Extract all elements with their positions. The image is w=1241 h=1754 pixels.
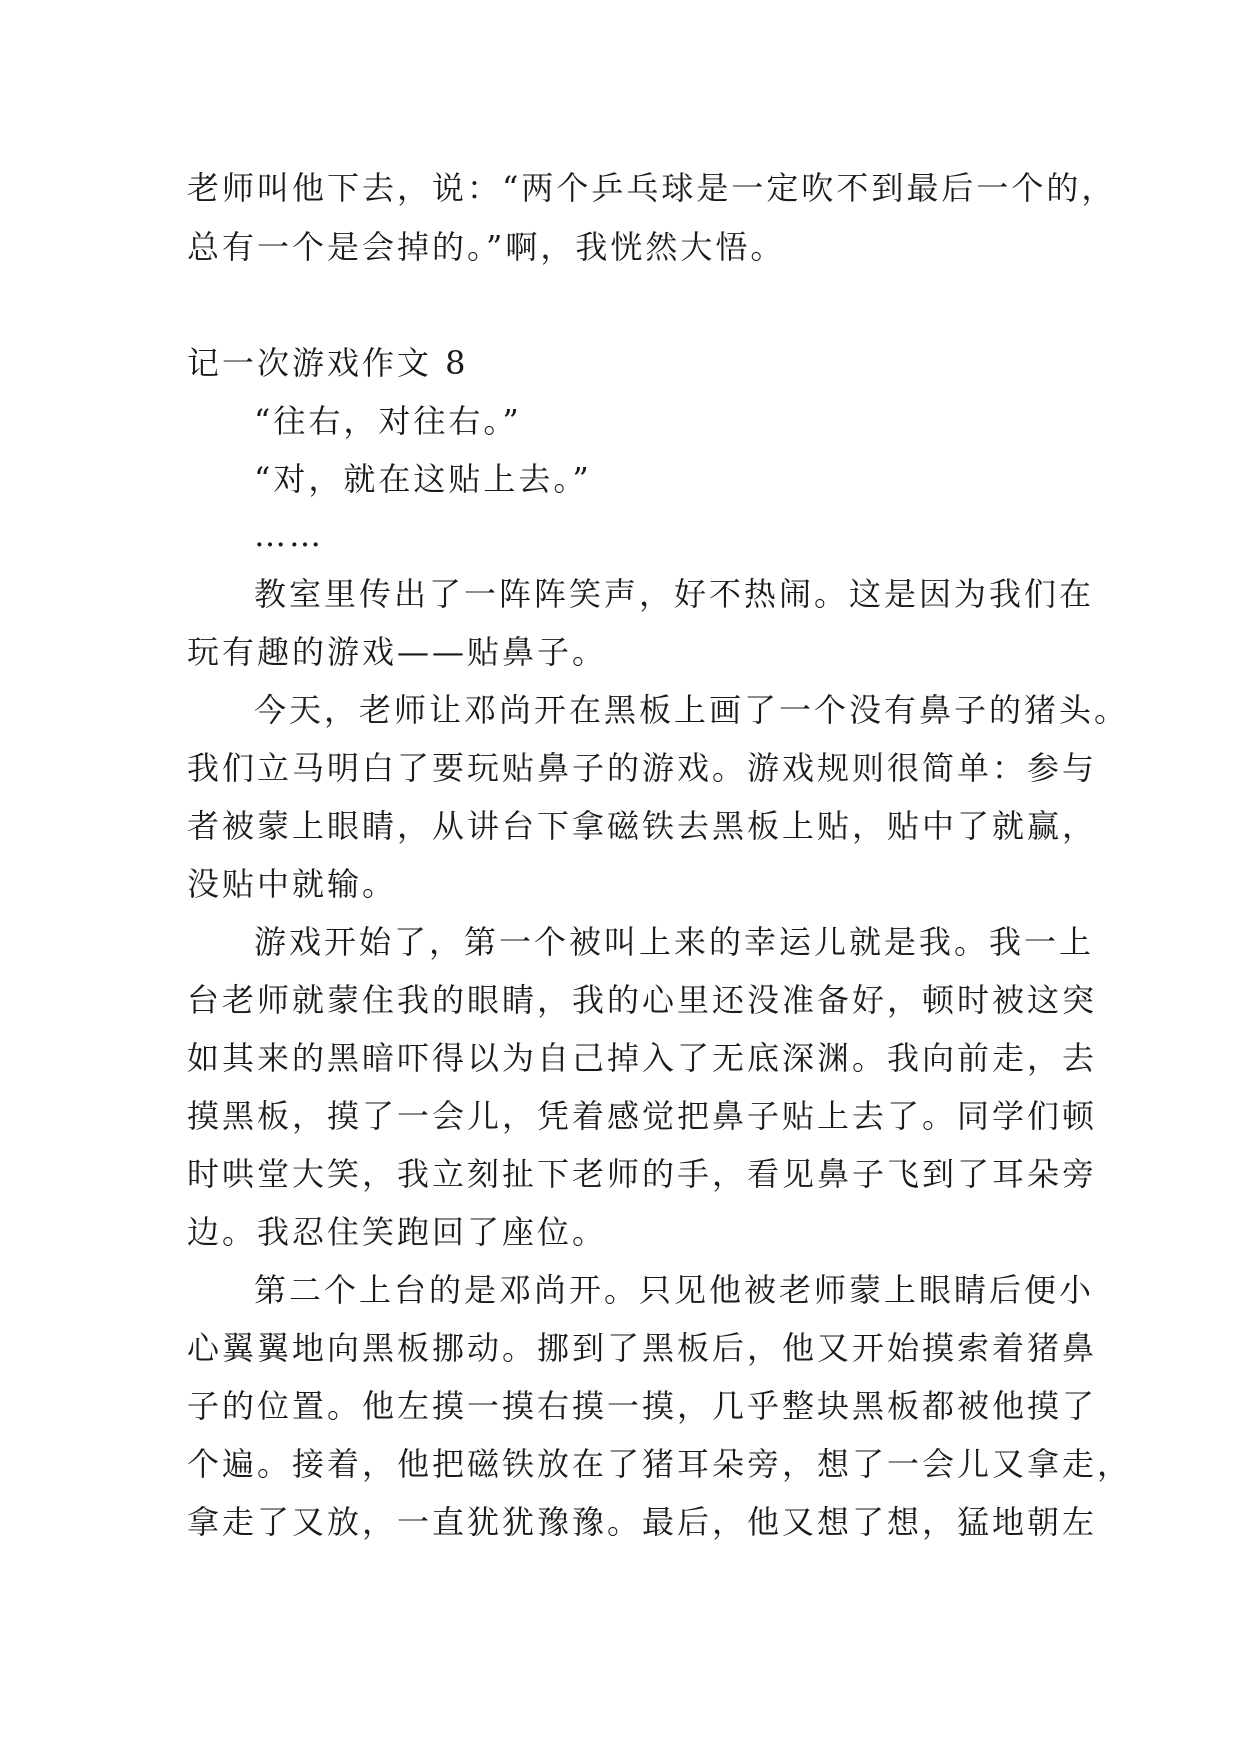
- body-line: 边。我忍住笑跑回了座位。: [187, 1213, 608, 1251]
- body-line: 没贴中就输。: [187, 865, 398, 903]
- body-line: 老师叫他下去，说：“两个乒乓球是一定吹不到最后一个的，: [187, 169, 1117, 207]
- body-line: “往右，对往右。”: [254, 402, 522, 440]
- body-line: 摸黑板，摸了一会儿，凭着感觉把鼻子贴上去了。同学们顿: [187, 1097, 1098, 1135]
- body-line: 我们立马明白了要玩贴鼻子的游戏。游戏规则很简单：参与: [187, 749, 1098, 787]
- body-line: 心翼翼地向黑板挪动。挪到了黑板后，他又开始摸索着猪鼻: [187, 1329, 1098, 1367]
- body-line: 个遍。接着，他把磁铁放在了猪耳朵旁，想了一会儿又拿走，: [187, 1445, 1133, 1483]
- body-line: 游戏开始了，第一个被叫上来的幸运儿就是我。我一上: [254, 923, 1095, 961]
- body-line: 子的位置。他左摸一摸右摸一摸，几乎整块黑板都被他摸了: [187, 1387, 1098, 1425]
- body-line: 教室里传出了一阵阵笑声，好不热闹。这是因为我们在: [254, 575, 1095, 613]
- section-heading: 记一次游戏作文 8: [187, 344, 469, 382]
- body-line: “对，就在这贴上去。”: [254, 460, 592, 498]
- body-line: 如其来的黑暗吓得以为自己掉入了无底深渊。我向前走，去: [187, 1039, 1098, 1077]
- body-line: 总有一个是会掉的。”啊，我恍然大悟。: [187, 228, 786, 266]
- body-line: 时哄堂大笑，我立刻扯下老师的手，看见鼻子飞到了耳朵旁: [187, 1155, 1098, 1193]
- body-line: 玩有趣的游戏——贴鼻子。: [187, 633, 608, 671]
- body-line: 今天，老师让邓尚开在黑板上画了一个没有鼻子的猪头。: [254, 691, 1130, 729]
- body-line: 台老师就蒙住我的眼睛，我的心里还没准备好，顿时被这突: [187, 981, 1098, 1019]
- body-line: 拿走了又放，一直犹犹豫豫。最后，他又想了想，猛地朝左: [187, 1503, 1098, 1541]
- body-line: ……: [254, 516, 324, 554]
- body-line: 第二个上台的是邓尚开。只见他被老师蒙上眼睛后便小: [254, 1271, 1095, 1309]
- body-line: 者被蒙上眼睛，从讲台下拿磁铁去黑板上贴，贴中了就赢，: [187, 807, 1098, 845]
